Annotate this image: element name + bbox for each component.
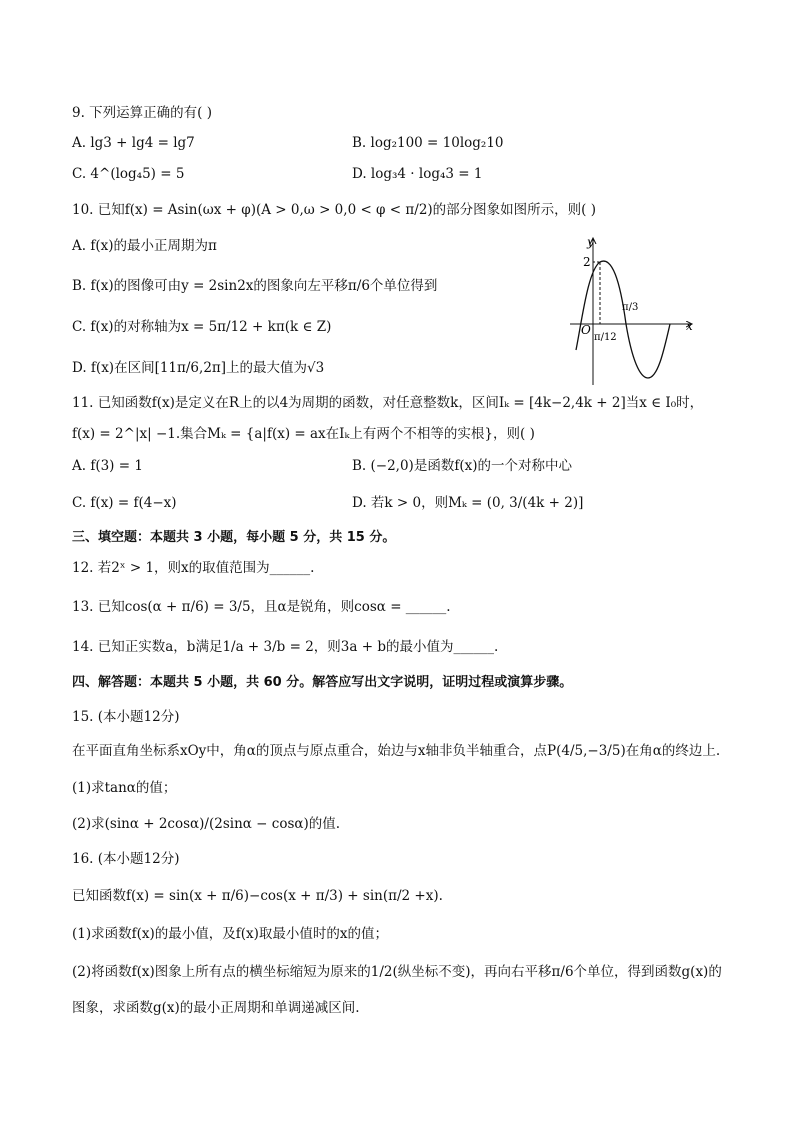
q13-text: 13. 已知cos(α + π/6) = 3/5，且α是锐角，则cosα = ______.	[72, 599, 451, 615]
q16-part1: (1)求函数f(x)的最小值，及f(x)取最小值时的x的值；	[72, 926, 389, 942]
q16-part2-line2: 图象，求函数g(x)的最小正周期和单调递减区间.	[72, 1000, 360, 1016]
q9-option-a: A. lg3 + lg4 = lg7	[72, 135, 195, 151]
q10-option-d: D. f(x)在区间[11π/6,2π]上的最大值为√3	[72, 360, 325, 376]
q11-option-b: B. (−2,0)是函数f(x)的一个对称中心	[352, 458, 572, 474]
q11-option-c: C. f(x) = f(4−x)	[72, 495, 177, 511]
q11-stem-line2: f(x) = 2^|x| −1.集合Mₖ = {a|f(x) = ax在Iₖ上有两个不相等的实根}，则( )	[72, 426, 535, 442]
q15-part2: (2)求(sinα + 2cosα)/(2sinα − cosα)的值.	[72, 816, 341, 832]
x-axis-label: x	[686, 319, 693, 333]
q9-option-c: C. 4^(log₄5) = 5	[72, 166, 185, 182]
q16-heading: 16. (本小题12分)	[72, 851, 180, 867]
section-4-heading: 四、解答题：本题共 5 小题，共 60 分。解答应写出文字说明，证明过程或演算步骤。	[72, 675, 573, 690]
y-axis-label: y	[587, 235, 594, 249]
q15-heading: 15. (本小题12分)	[72, 709, 180, 725]
q15-part1: (1)求tanα的值；	[72, 780, 177, 796]
q9-option-d: D. log₃4 · log₄3 = 1	[352, 166, 483, 182]
origin-label: O	[581, 323, 591, 337]
q15-stem: 在平面直角坐标系xOy中，角α的顶点与原点重合，始边与x轴非负半轴重合，点P(4/5,−3/5)在角α的终边上.	[72, 743, 721, 759]
q16-stem: 已知函数f(x) = sin(x + π/6)−cos(x + π/3) + sin(π/2 +x).	[72, 888, 443, 904]
q14-text: 14. 已知正实数a，b满足1/a + 3/b = 2，则3a + b的最小值为______.	[72, 639, 499, 655]
q9-option-b: B. log₂100 = 10log₂10	[352, 135, 504, 151]
q10-option-b: B. f(x)的图像可由y = 2sin2x的图象向左平移π/6个单位得到	[72, 278, 438, 294]
q16-part2-line1: (2)将函数f(x)图象上所有点的横坐标缩短为原来的1/2(纵坐标不变)，再向右平移π/6个单位，得到函数g(x)的	[72, 964, 722, 980]
q11-option-a: A. f(3) = 1	[72, 458, 143, 474]
sine-curve	[576, 261, 670, 378]
q10-option-c: C. f(x)的对称轴为x = 5π/12 + kπ(k ∈ Z)	[72, 319, 332, 335]
pi-over-12-label: π/12	[594, 332, 617, 343]
q10-sine-graph	[560, 230, 700, 390]
pi-over-3-label: π/3	[622, 302, 639, 313]
q10-option-a: A. f(x)的最小正周期为π	[72, 238, 217, 254]
q11-option-d: D. 若k > 0，则Mₖ = (0, 3/(4k + 2)]	[352, 495, 584, 511]
q10-stem: 10. 已知f(x) = Asin(ωx + φ)(A > 0,ω > 0,0 < φ < π/2)的部分图象如图所示，则( )	[72, 202, 596, 218]
section-3-heading: 三、填空题：本题共 3 小题，每小题 5 分，共 15 分。	[72, 530, 396, 545]
q9-stem: 9. 下列运算正确的有( )	[72, 105, 212, 121]
max-value-label: 2	[583, 255, 591, 269]
q11-stem-line1: 11. 已知函数f(x)是定义在R上的以4为周期的函数，对任意整数k，区间Iₖ = [4k−2,4k + 2]当x ∈ I₀时，	[72, 395, 704, 411]
q12-text: 12. 若2ˣ > 1，则x的取值范围为______.	[72, 560, 315, 576]
